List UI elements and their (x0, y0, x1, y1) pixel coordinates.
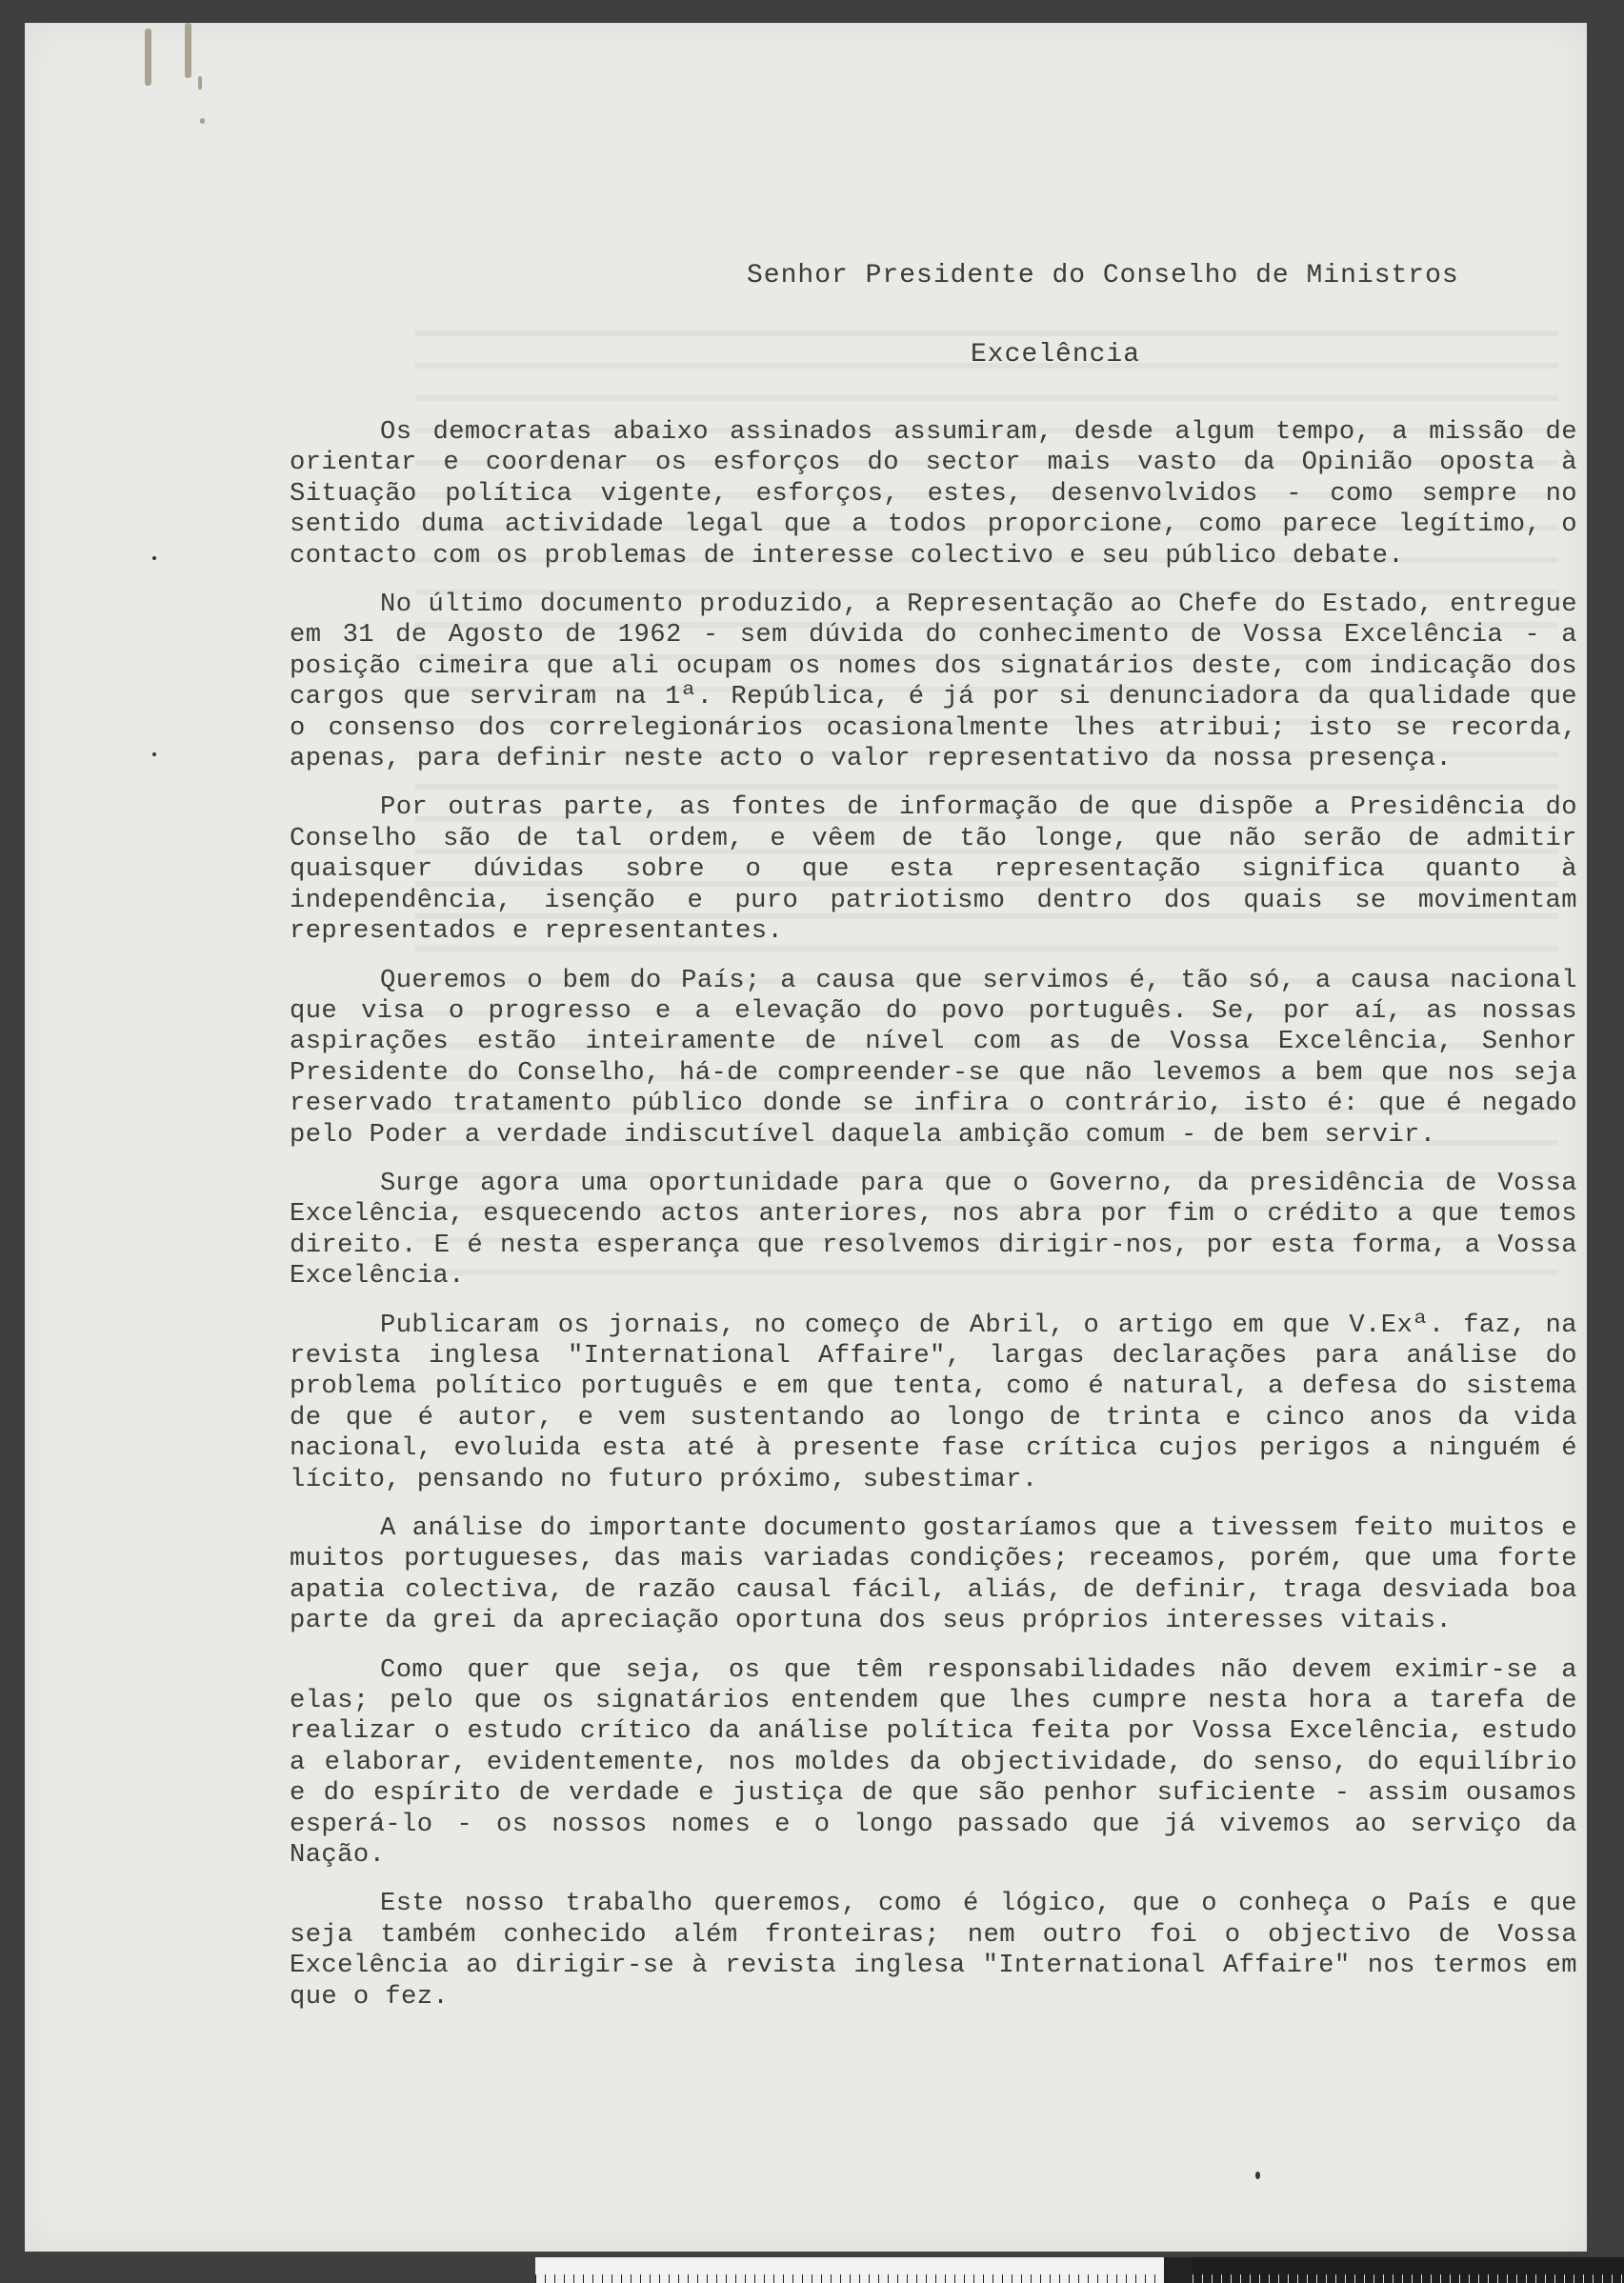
letter-body (290, 417, 1577, 2031)
ruler-light-segment (535, 2257, 1164, 2283)
greeting: Excelência (971, 340, 1141, 370)
document-page (25, 23, 1587, 2252)
paragraph: Queremos o bem do País; a causa que servimos é, tão só, a causa nacional que visa o progresso e a elevação do povo português. Se, por aí, as nossas aspirações estão inteiramente de nível com as de Vossa Excelência, Senhor Presidente do Conselho, há-de compreender-se que não levemos a bem que nos seja reservado tratamento público donde se infira o contrário, isto é: que é negado pelo Poder a verdade indiscutível daquela ambição comum - de bem servir. (290, 965, 1577, 1150)
ink-speck (152, 556, 156, 560)
paragraph: Os democratas abaixo assinados assumiram, desde algum tempo, a missão de orientar e coordenar os esforços do sector mais vasto da Opinião oposta à Situação política vigente, esforços, estes, desenvolvidos - como sempre no sentido duma actividade legal que a todos proporcione, como parece legítimo, o contacto com os problemas de interesse colectivo e seu público debate. (290, 417, 1577, 571)
ruler-divider (1164, 2257, 1193, 2283)
paragraph: Publicaram os jornais, no começo de Abril, o artigo em que V.Exª. faz, na revista inglesa "International Affaire", largas declarações para análise do problema político português e em que tenta, como é natural, a defesa do sistema de que é autor, e vem sustentando ao longo de trinta e cinco anos da vida nacional, evoluida esta até à presente fase crítica cujos perigos a ninguém é lícito, pensando no futuro próximo, subestimar. (290, 1310, 1577, 1494)
staple-mark (200, 118, 205, 124)
paragraph: Surge agora uma oportunidade para que o Governo, da presidência de Vossa Excelência, esquecendo actos anteriores, nos abra por fim o crédito a que temos direito. E é nesta esperança que resolvemos dirigir-nos, por esta forma, a Vossa Excelência. (290, 1168, 1577, 1292)
paragraph: Por outras parte, as fontes de informação de que dispõe a Presidência do Conselho são de tal ordem, e vêem de tão longe, que não serão de admitir quaisquer dúvidas sobre o que esta representação significa quanto à independência, isenção e puro patriotismo dentro dos quais se movimentam representados e representantes. (290, 792, 1577, 947)
ruler-dark-segment (1193, 2257, 1624, 2283)
scale-ruler (535, 2257, 1624, 2283)
paragraph: A análise do importante documento gostaríamos que a tivessem feito muitos e muitos portugueses, das mais variadas condições; receamos, porém, que uma forte apatia colectiva, de razão causal fácil, aliás, de definir, traga desviada boa parte da grei da apreciação oportuna dos seus próprios interesses vitais. (290, 1513, 1577, 1636)
staple-mark (185, 23, 191, 78)
staple-mark (145, 29, 151, 86)
salutation: Senhor Presidente do Conselho de Ministros (747, 261, 1459, 290)
paragraph: Como quer que seja, os que têm responsabilidades não devem eximir-se a elas; pelo que os signatários entendem que lhes cumpre nesta hora a tarefa de realizar o estudo crítico da análise política feita por Vossa Excelência, estudo a elaborar, evidentemente, nos moldes da objectividade, do senso, do equilíbrio e do espírito de verdade e justiça de que são penhor suficiente - assim ousamos esperá-lo - os nossos nomes e o longo passado que já vivemos ao serviço da Nação. (290, 1654, 1577, 1871)
paragraph: Este nosso trabalho queremos, como é lógico, que o conheça o País e que seja também conhecido além fronteiras; nem outro foi o objectivo de Vossa Excelência ao dirigir-se à revista inglesa "International Affaire" nos termos em que o fez. (290, 1889, 1577, 2012)
ink-speck (152, 752, 156, 756)
staple-mark (198, 76, 202, 90)
ink-speck (1255, 2172, 1260, 2179)
paragraph: No último documento produzido, a Representação ao Chefe do Estado, entregue em 31 de Agosto de 1962 - sem dúvida do conhecimento de Vossa Excelência - a posição cimeira que ali ocupam os nomes dos signatários deste, com indicação dos cargos que serviram na 1ª. República, é já por si denunciadora da qualidade que o consenso dos correlegionários ocasionalmente lhes atribui; isto se recorda, apenas, para definir neste acto o valor representativo da nossa presença. (290, 590, 1577, 774)
